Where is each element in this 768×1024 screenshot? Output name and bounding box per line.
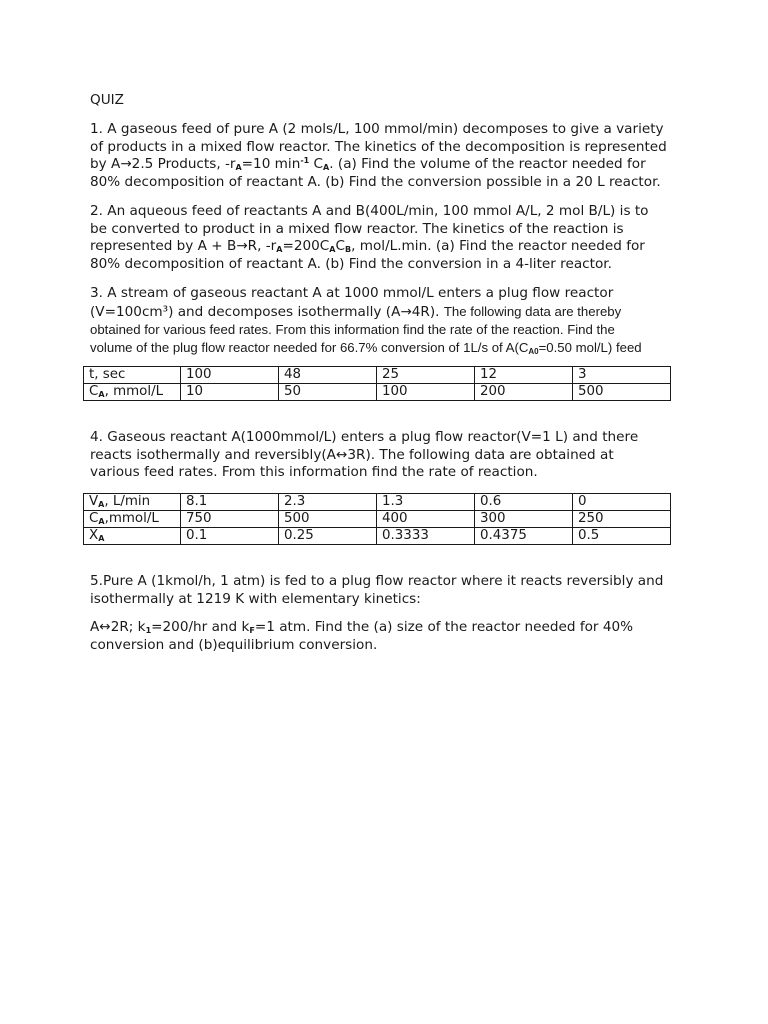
q3-data-table <box>83 366 671 401</box>
question-1-rate-line: by A→2.5 Products, $-r_A=10$ $\min^{-1} C_A$. (a) Find the volume of the reactor needed for <box>90 156 646 173</box>
q4-data-table <box>83 493 671 545</box>
question-3: 3. A stream of gaseous reactant A at 1000 mmol/L enters a plug flow reactor (V=100cm³) and decomposes isothermally (A→4R). The following data are thereby obtained for various feed rates. From this information find the rate of the reaction. Find the volume of the plug flow reactor needed for 66.7% conversion of 1L/s of $A(C_{A0}=0.50$ mol/L) feed <box>90 285 642 356</box>
question-5: 5.Pure A (1kmol/h, 1 atm) is fed to a plug flow reactor where it reacts reversibly and isothermally at 1219 K with elementary kinetics: A↔2R; $k_1=200/hr$ and $k_F=1$ atm. Find the (a) size of the reactor needed for 40% conversion and (b)equilibrium conversion. <box>90 573 680 654</box>
question-2: 2. An aqueous feed of reactants A and B(400L/min, 100 mmol A/L, 2 mol B/L) is to be converted to product in a mixed flow reactor. The kinetics of the reaction is represented by A + B→R, $-r_A=200C_AC_B$, mol/L.min. (a) Find the reactor needed for 80% decomposition of reactant A. (b) Find the conversion in a 4-liter reactor. <box>90 203 680 273</box>
question-5-kinetics-line: A↔2R; $k_1=200/hr$ and $k_F=1$ atm. Find the (a) size of the reactor needed for 40% <box>90 619 634 636</box>
question-2-rate-line: represented by A + B→R, $-r_A=200C_AC_B$, mol/L.min. (a) Find the reactor needed for <box>90 238 645 255</box>
table-row: $X_A$ 0.1 0.25 0.3333 0.4375 0.5 <box>84 528 671 545</box>
table-row: $C_A,mmol/L$ 750 500 400 300 250 <box>84 511 671 528</box>
quiz-title: QUIZ <box>90 92 124 108</box>
table-row: t, sec 100 48 25 12 3 <box>84 367 671 384</box>
table-row: $C_A$, mmol/L 10 50 100 200 500 <box>84 384 671 401</box>
question-1: 1. A gaseous feed of pure A (2 mols/L, 100 mmol/min) decomposes to give a variety of products in a mixed flow reactor. The kinetics of the decomposition is represented by A→2.5 Products, $-r_A=10$ $\min^{-1} C_A$. (a) Find the volume of the reactor needed for 80% decomposition of reactant A. (b) Find the conversion possible in a 20 L reactor. <box>90 121 680 191</box>
question-4: 4. Gaseous reactant A(1000mmol/L) enters a plug flow reactor(V=1 L) and there reacts isothermally and reversibly(A↔3R). The following data are obtained at various feed rates. From this information find the rate of reaction. <box>90 429 639 481</box>
table-row: $V_A$, L/min 8.1 2.3 1.3 0.6 0 <box>84 494 671 511</box>
